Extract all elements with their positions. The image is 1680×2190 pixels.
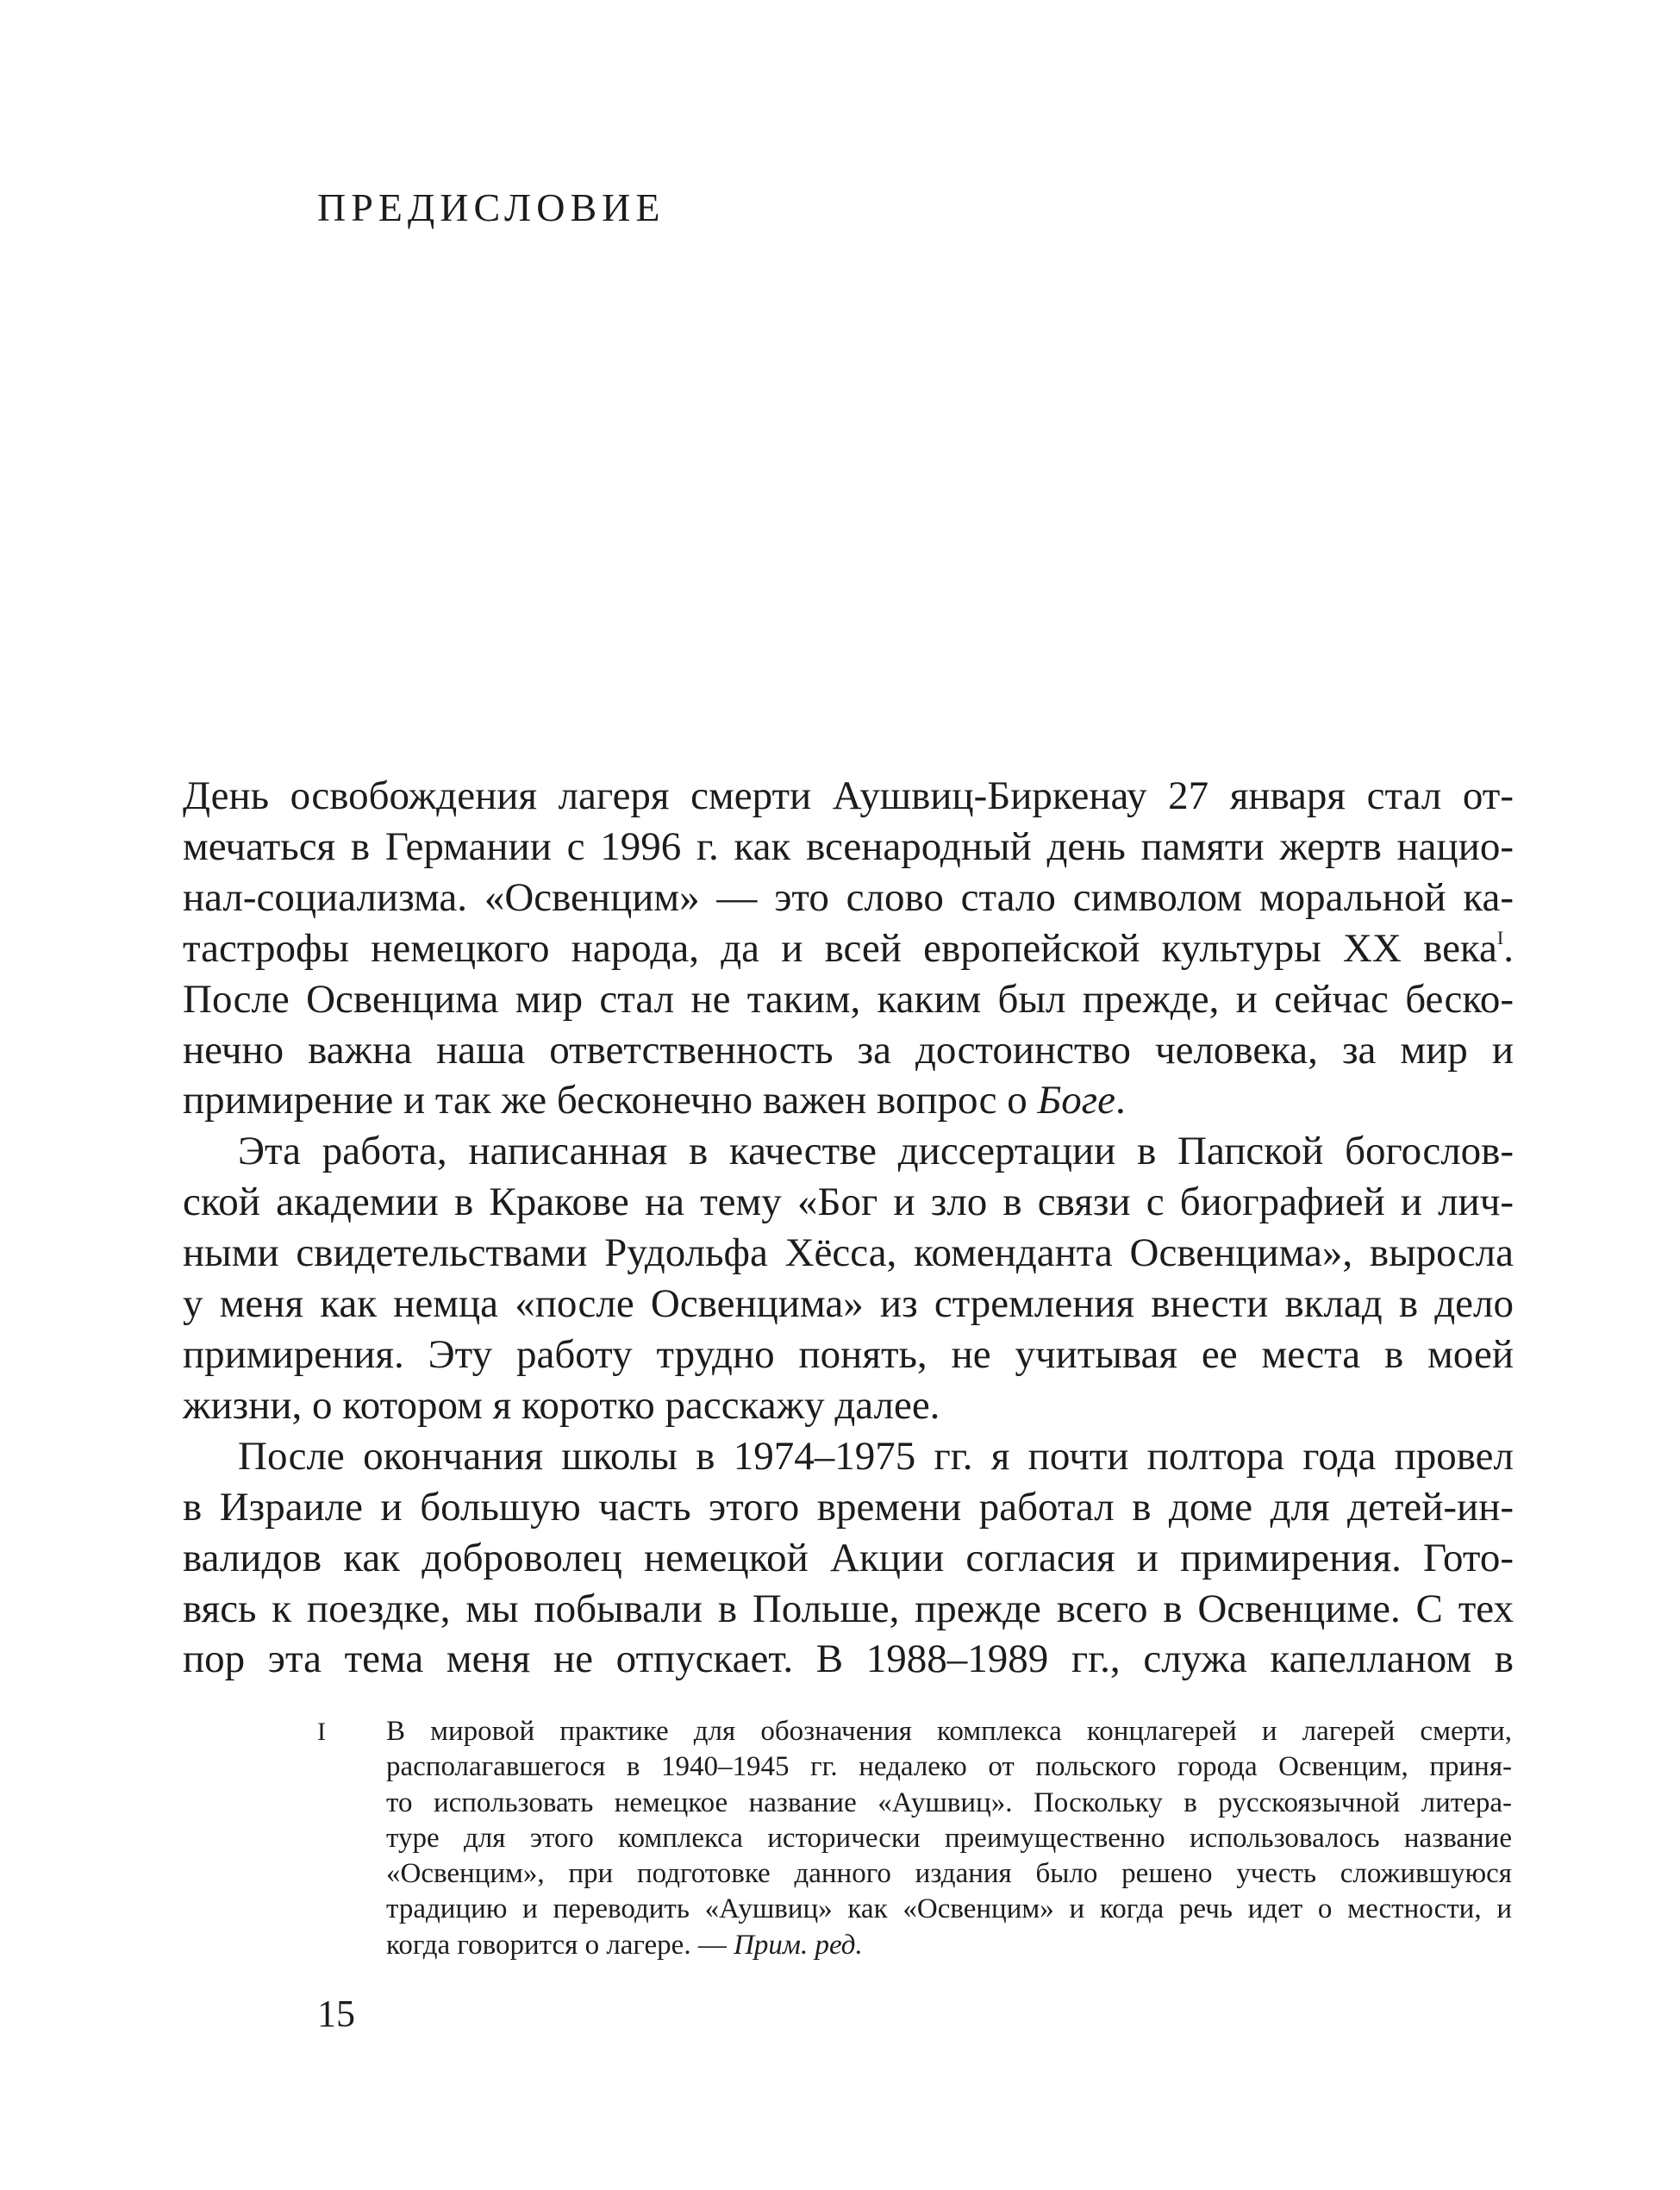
paragraph-line: После Освенцима мир стал не таким, каким был прежде, и сейчас беско-: [183, 976, 1514, 1022]
paragraph-line: [183, 923, 1514, 974]
footnote-marker: I: [317, 1718, 326, 1746]
paragraph-2: [183, 1126, 1514, 1430]
footnote-line: располагавшегося в 1940–1945 гг. недалеко от польского города Освенцим, приня-: [386, 1751, 1512, 1783]
paragraph-line: валидов как доброволец немецкой Акции согласия и примирения. Гото-: [183, 1535, 1514, 1580]
line-end-punct: .: [1503, 925, 1514, 971]
paragraph-line: примирения. Эту работу трудно понять, не учитывая ее места в моей: [183, 1331, 1514, 1377]
paragraph-line: ской академии в Кракове на тему «Бог и зло в связи с биографией и лич-: [183, 1179, 1514, 1225]
footnote-text: [386, 1714, 1512, 1963]
footnote-line: [386, 1928, 1512, 1963]
paragraph-line: нечно важна наша ответственность за достоинство человека, за мир и: [183, 1027, 1514, 1073]
paragraph-line: мечаться в Германии с 1996 г. как всенародный день памяти жертв нацио-: [183, 823, 1514, 869]
paragraph-line: Эта работа, написанная в качестве диссертации в Папской богослов-: [238, 1129, 1514, 1174]
line-text: тастрофы немецкого народа, да и всей европейской культуры XX века: [183, 925, 1497, 971]
paragraph-line: После окончания школы в 1974–1975 гг. я почти полтора года провел: [238, 1433, 1514, 1479]
paragraph-line: у меня как немца «после Освенцима» из стремления внести вклад в дело: [183, 1281, 1514, 1327]
footnote-editor-note: Прим. ред.: [734, 1929, 863, 1961]
page-number: 15: [317, 1993, 355, 2035]
footnote-line: «Освенцим», при подготовке данного издания было решено учесть сложившуюся: [386, 1858, 1512, 1890]
paragraph-line: пор эта тема меня не отпускает. В 1988–1989 гг., служа капелланом в: [183, 1636, 1514, 1682]
paragraph-line: [183, 1075, 1514, 1126]
final-punct: .: [1115, 1078, 1126, 1123]
footnote-block: [317, 1714, 1512, 1963]
italic-word: Боге: [1037, 1078, 1115, 1123]
footnote-line: то использовать немецкое название «Аушвиц». Поскольку в русскоязычной литера-: [386, 1786, 1512, 1818]
paragraph-line: ными свидетельствами Рудольфа Хёсса, коменданта Освенцима», выросла: [183, 1230, 1514, 1276]
paragraph-line: нал-социализма. «Освенцим» — это слово стало символом моральной ка-: [183, 874, 1514, 920]
paragraph-3: [183, 1431, 1514, 1686]
footnote-line-text: когда говорится о лагере. —: [386, 1929, 734, 1961]
paragraph-line: День освобождения лагеря смерти Аушвиц-Биркенау 27 января стал от-: [183, 773, 1514, 818]
chapter-heading: ПРЕДИСЛОВИЕ: [317, 185, 665, 229]
paragraph-line: жизни, о котором я коротко расскажу далее.: [183, 1382, 940, 1428]
paragraph-1: [183, 771, 1514, 1126]
footnote-line: туре для этого комплекса исторически преимущественно использовалось название: [386, 1822, 1512, 1854]
footnote-reference[interactable]: I: [1496, 926, 1504, 948]
line-text: примирение и так же бесконечно важен вопрос о: [183, 1078, 1038, 1123]
paragraph-line: вясь к поездке, мы побывали в Польше, прежде всего в Освенциме. С тех: [183, 1586, 1514, 1631]
footnote-line: В мировой практике для обозначения комплекса концлагерей и лагерей смерти,: [386, 1716, 1512, 1747]
body-text: [183, 771, 1514, 1685]
footnote-line: традицию и переводить «Аушвиц» как «Освенцим» и когда речь идет о местности, и: [386, 1893, 1512, 1925]
paragraph-line: в Израиле и большую часть этого времени работал в доме для детей-ин-: [183, 1484, 1514, 1530]
